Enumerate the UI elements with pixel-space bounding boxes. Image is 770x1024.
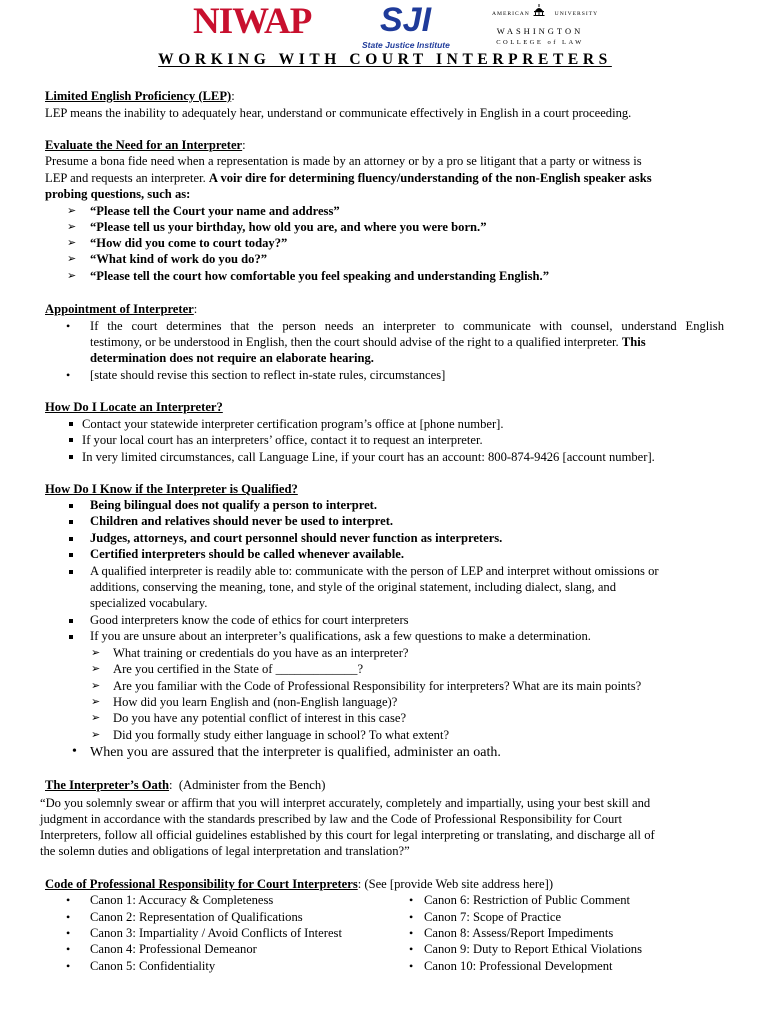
- qualified-heading: How Do I Know if the Interpreter is Qualified?: [45, 482, 298, 496]
- lep-definition: LEP means the inability to adequately hear, understand or communicate effectively in English in a court proceeding.: [45, 106, 632, 120]
- list-item: Are you certified in the State of _____________?: [113, 662, 364, 676]
- list-item: Being bilingual does not qualify a person to interpret.: [90, 498, 378, 512]
- sji-logo-mark: SJI: [380, 1, 432, 39]
- evaluate-line-2: [45, 170, 652, 186]
- appointment-heading-colon: :: [193, 302, 198, 316]
- lep-heading-line: [45, 88, 235, 104]
- bullet-icon: •: [409, 910, 414, 924]
- locate-heading: How Do I Locate an Interpreter?: [45, 400, 223, 414]
- code-heading: Code of Professional Responsibility for Court Interpreters: [45, 877, 358, 891]
- code-note: (See [provide Web site address here]): [361, 877, 554, 891]
- oath-line-3: Interpreters, follow all official guidelines established by this court for legal interpreting or translating, and discharge all of: [40, 828, 655, 842]
- bullet-icon: •: [66, 319, 71, 333]
- oath-note: (Administer from the Bench): [172, 778, 326, 792]
- logo-bar: [0, 0, 770, 56]
- list-item: Canon 1: Accuracy & Completeness: [90, 893, 274, 907]
- square-bullet-icon: [69, 438, 73, 442]
- assured-line: When you are assured that the interpreter is qualified, administer an oath.: [90, 745, 501, 760]
- arrow-bullet-icon: ➢: [67, 220, 77, 233]
- appointment-line-2: [90, 334, 646, 350]
- evaluate-line-1: Presume a bona fide need when a representation is made by an attorney or by a pro se litigant that a party or witness is: [45, 154, 642, 168]
- oath-heading-line: [45, 777, 325, 793]
- list-item: If you are unsure about an interpreter’s qualifications, ask a few questions to make a determination.: [90, 629, 591, 643]
- list-item: Canon 2: Representation of Qualifications: [90, 910, 303, 924]
- list-item: Certified interpreters should be called whenever available.: [90, 547, 404, 561]
- list-item: Canon 7: Scope of Practice: [424, 910, 562, 924]
- arrow-bullet-icon: ➢: [91, 662, 101, 675]
- list-item: What training or credentials do you have as an interpreter?: [113, 646, 409, 660]
- oath-line-2: judgment in accordance with the standards prescribed by law and the Code of Professional Responsibility for Court: [40, 812, 622, 826]
- arrow-bullet-icon: ➢: [91, 679, 101, 692]
- evaluate-heading-colon: :: [242, 138, 246, 152]
- au-logo-washington: WASHINGTON: [496, 26, 584, 36]
- appointment-item-2: [state should revise this section to reflect in-state rules, circumstances]: [90, 368, 446, 382]
- evaluate-line-2-plain: LEP and requests an interpreter.: [45, 171, 209, 185]
- bullet-icon: •: [409, 942, 414, 956]
- bullet-icon: •: [66, 926, 71, 940]
- square-bullet-icon: [69, 635, 73, 639]
- list-item: “How did you come to court today?”: [90, 236, 288, 250]
- square-bullet-icon: [69, 553, 73, 557]
- oath-heading-colon: :: [169, 778, 173, 792]
- arrow-bullet-icon: ➢: [91, 728, 101, 741]
- lep-heading: Limited English Proficiency (LEP): [45, 89, 232, 103]
- list-item: Judges, attorneys, and court personnel should never function as interpreters.: [90, 531, 503, 545]
- list-item: Canon 5: Confidentiality: [90, 959, 216, 973]
- bullet-icon: •: [66, 368, 71, 382]
- list-item: Canon 3: Impartiality / Avoid Conflicts of Interest: [90, 926, 342, 940]
- bullet-icon: •: [66, 942, 71, 956]
- dome-icon: [532, 4, 546, 16]
- list-item: Did you formally study either language in school? To what extent?: [113, 728, 450, 742]
- able-line-3: specialized vocabulary.: [90, 596, 208, 610]
- evaluate-line-2-bold: A voir dire for determining fluency/understanding of the non-English speaker asks: [208, 171, 652, 185]
- appointment-line-2-plain: testimony, or be understood in English, then the court should advise of the right to a qualified interpreter.: [90, 335, 622, 349]
- bullet-icon: •: [66, 959, 71, 973]
- able-line-2: additions, conserving the meaning, tone, and style of the original statement, including dialect, slang, and: [90, 580, 617, 594]
- au-logo-top-left: AMERICAN: [492, 11, 530, 17]
- bullet-icon: •: [409, 926, 414, 940]
- code-heading-colon: :: [357, 877, 362, 891]
- list-item: Good interpreters know the code of ethics for court interpreters: [90, 613, 409, 627]
- bullet-icon: •: [66, 910, 71, 924]
- arrow-bullet-icon: ➢: [67, 236, 77, 249]
- list-item: Canon 6: Restriction of Public Comment: [424, 893, 631, 907]
- page-title-text: WORKING WITH COURT INTERPRETERS: [158, 51, 612, 68]
- list-item: Canon 4: Professional Demeanor: [90, 942, 257, 956]
- list-item: Contact your statewide interpreter certification program’s office at [phone number].: [82, 417, 504, 431]
- oath-line-4: the solemn duties and obligations of legal interpretation and translation?”: [40, 844, 410, 858]
- list-item: “Please tell us your birthday, how old you are, and where you were born.”: [90, 220, 487, 234]
- bullet-icon: •: [409, 893, 414, 907]
- appointment-heading: Appointment of Interpreter: [45, 302, 194, 316]
- au-logo-top-right: UNIVERSITY: [554, 11, 599, 17]
- appointment-line-1: If the court determines that the person needs an interpreter to communicate with counsel, understand English: [90, 319, 724, 333]
- list-item: If your local court has an interpreters’ office, contact it to request an interpreter.: [82, 433, 483, 447]
- list-item: In very limited circumstances, call Language Line, if your court has an account: 800-874-9426 [account number].: [82, 450, 655, 464]
- square-bullet-icon: [69, 520, 73, 524]
- code-heading-line: [45, 876, 553, 892]
- list-item: Children and relatives should never be used to interpret.: [90, 514, 394, 528]
- evaluate-line-3: probing questions, such as:: [45, 187, 191, 201]
- bullet-icon: •: [72, 744, 77, 759]
- bullet-icon: •: [66, 893, 71, 907]
- niwap-logo: NIWAP: [193, 1, 312, 42]
- oath-heading: The Interpreter’s Oath: [45, 778, 170, 792]
- oath-line-1: “Do you solemnly swear or affirm that you will interpret accurately, completely and impartially, using your best skill and: [40, 796, 651, 810]
- list-item: Canon 10: Professional Development: [424, 959, 613, 973]
- list-item: Do you have any potential conflict of interest in this case?: [113, 711, 407, 725]
- arrow-bullet-icon: ➢: [91, 695, 101, 708]
- list-item: How did you learn English and (non-English language)?: [113, 695, 398, 709]
- square-bullet-icon: [69, 619, 73, 623]
- list-item: “What kind of work do you do?”: [90, 252, 268, 266]
- square-bullet-icon: [69, 422, 73, 426]
- list-item: “Please tell the court how comfortable you feel speaking and understanding English.”: [90, 269, 549, 283]
- square-bullet-icon: [69, 504, 73, 508]
- list-item: Are you familiar with the Code of Professional Responsibility for interpreters? What are its main points?: [113, 679, 642, 693]
- evaluate-heading-line: [45, 137, 246, 153]
- appointment-line-3: determination does not require an elaborate hearing.: [90, 351, 374, 365]
- list-item: “Please tell the Court your name and address”: [90, 204, 340, 218]
- list-item: Canon 8: Assess/Report Impediments: [424, 926, 614, 940]
- sji-logo: [362, 2, 448, 54]
- arrow-bullet-icon: ➢: [91, 646, 101, 659]
- arrow-bullet-icon: ➢: [67, 269, 77, 282]
- arrow-bullet-icon: ➢: [91, 711, 101, 724]
- appointment-heading-line: [45, 301, 197, 317]
- able-line-1: A qualified interpreter is readily able to: communicate with the person of LEP and interpret without omissions or: [90, 564, 659, 578]
- sji-logo-subtitle: State Justice Institute: [362, 40, 450, 50]
- american-university-logo: [492, 4, 599, 52]
- list-item: Canon 9: Duty to Report Ethical Violations: [424, 942, 642, 956]
- au-logo-college: COLLEGE of LAW: [496, 39, 584, 46]
- square-bullet-icon: [69, 455, 73, 459]
- lep-heading-colon: :: [231, 89, 235, 103]
- appointment-line-2-bold: This: [621, 335, 646, 349]
- arrow-bullet-icon: ➢: [67, 204, 77, 217]
- evaluate-heading: Evaluate the Need for an Interpreter: [45, 138, 243, 152]
- page-title: [0, 52, 770, 68]
- square-bullet-icon: [69, 570, 73, 574]
- square-bullet-icon: [69, 537, 73, 541]
- arrow-bullet-icon: ➢: [67, 252, 77, 265]
- bullet-icon: •: [409, 959, 414, 973]
